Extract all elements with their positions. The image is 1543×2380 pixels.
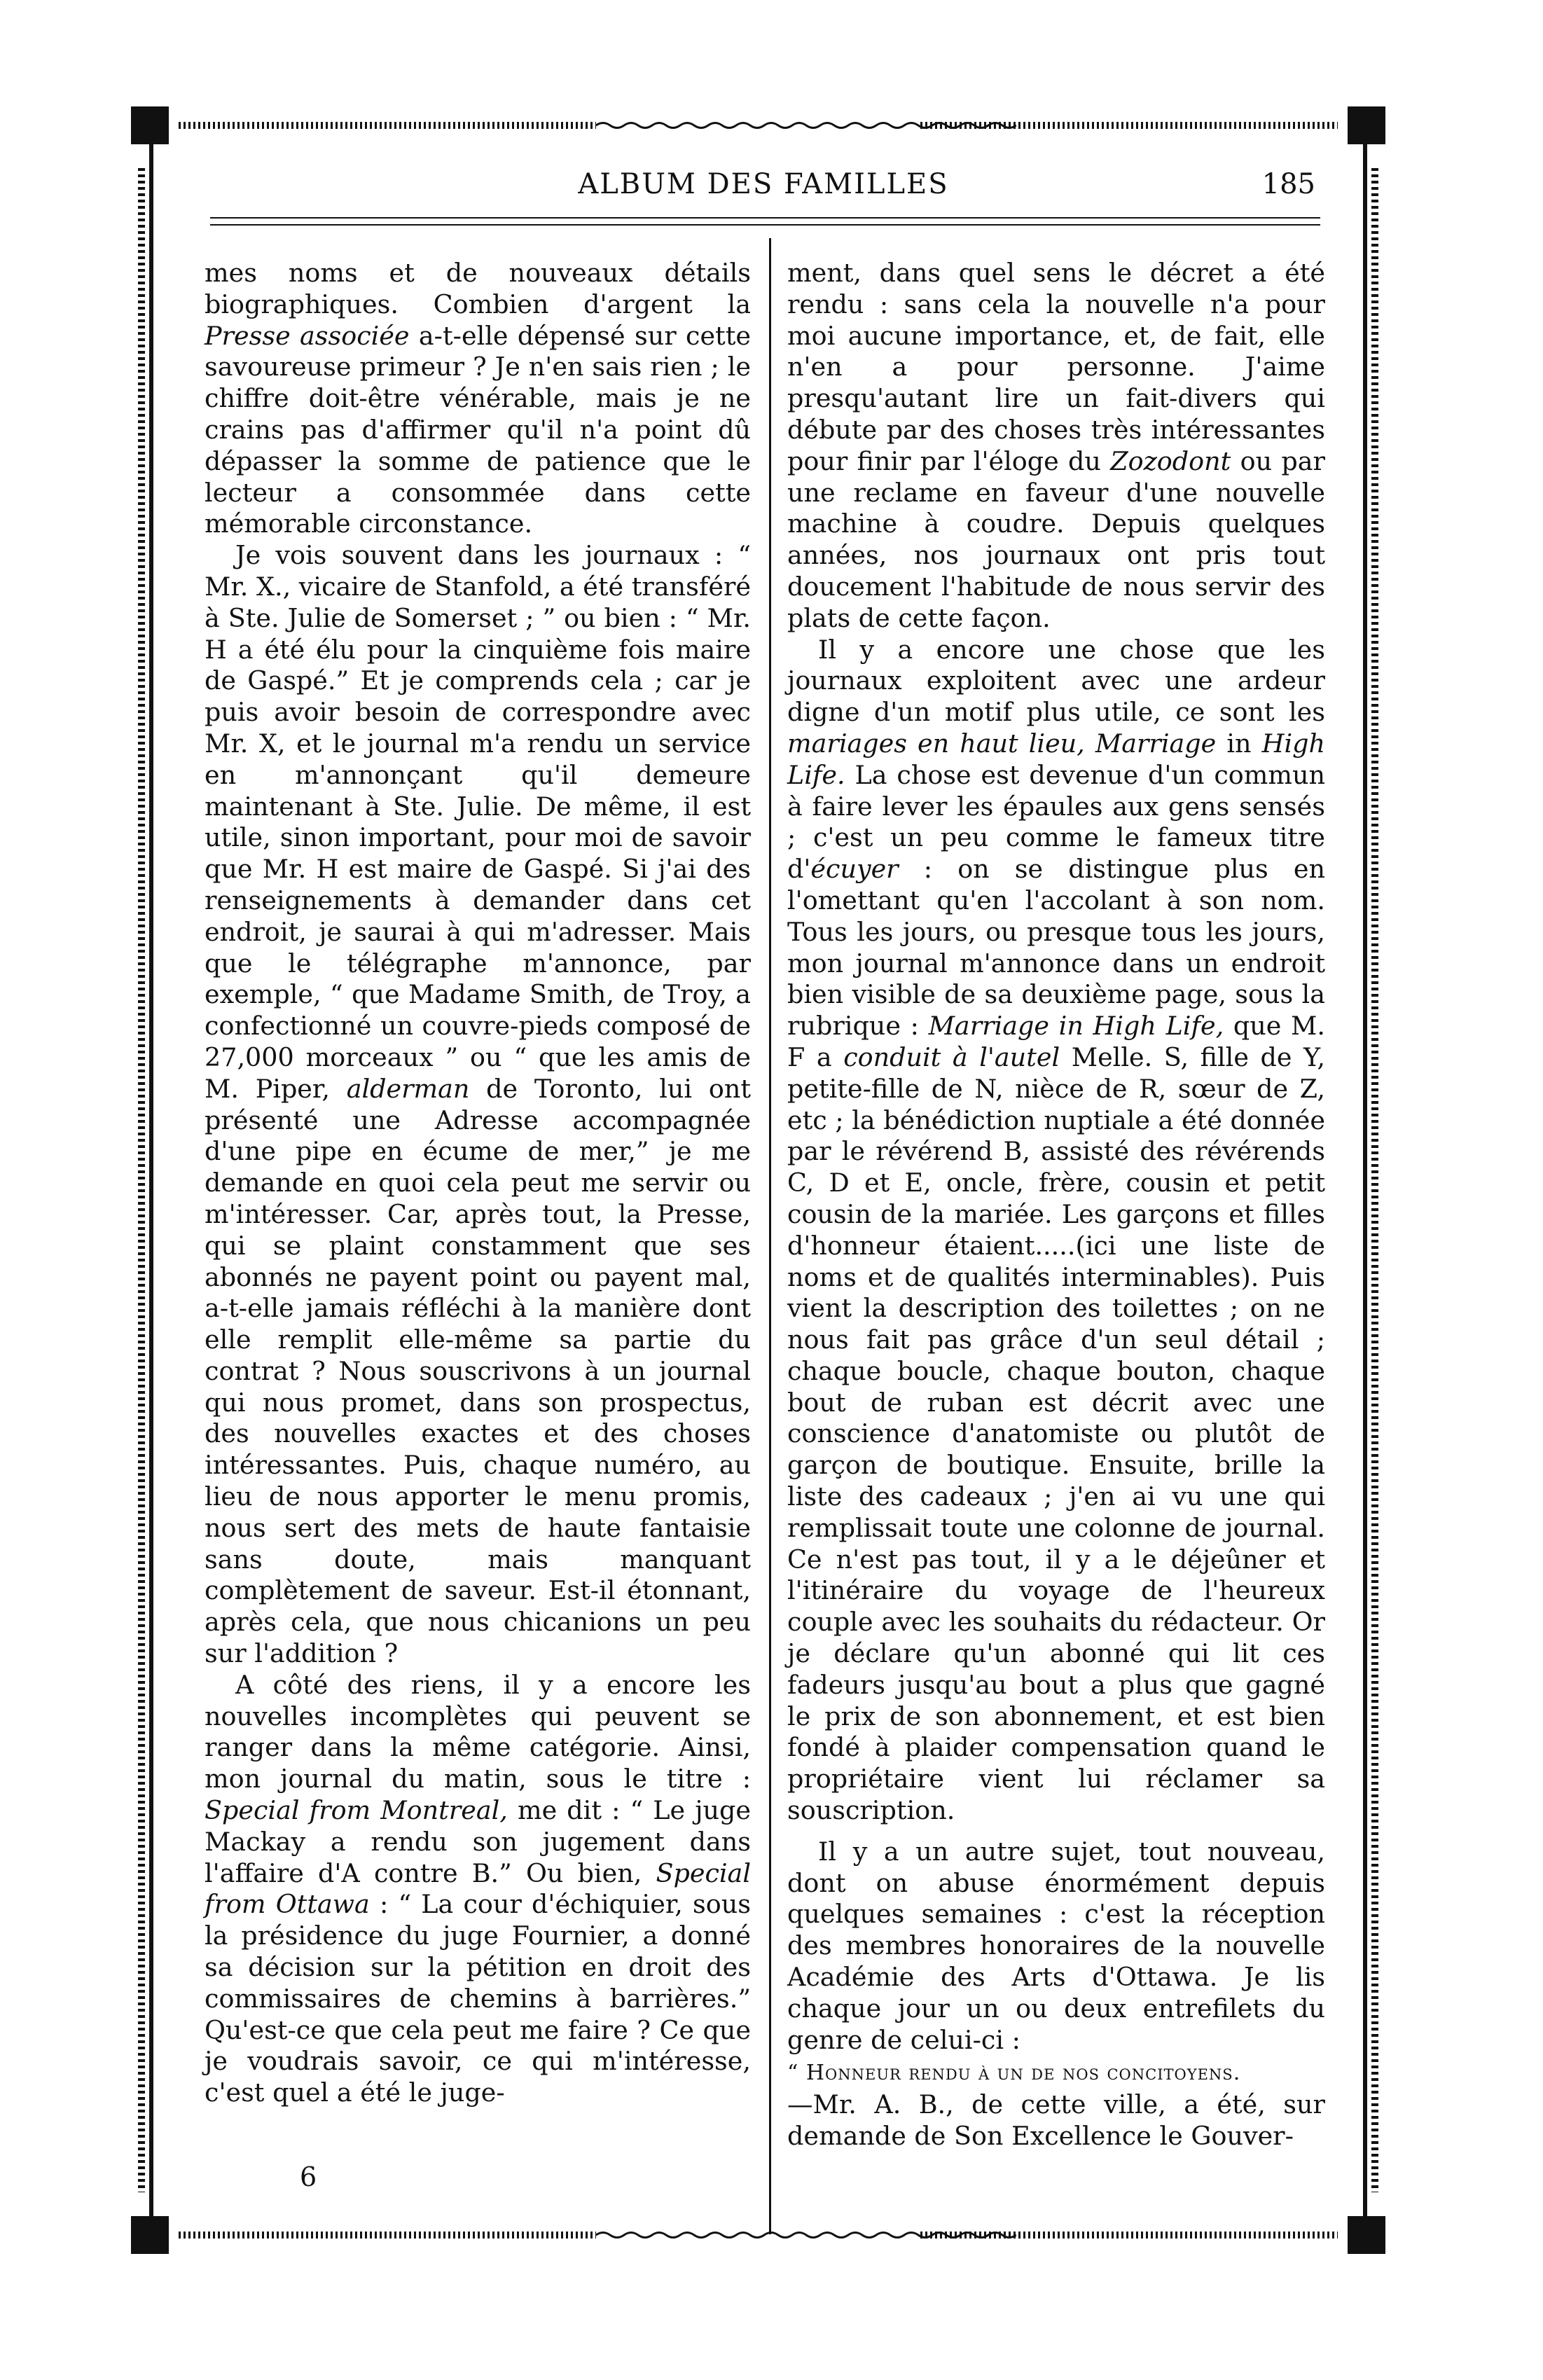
signature-mark: 6 [300, 2161, 317, 2192]
right-column [787, 258, 1325, 2152]
paragraph: ment, dans quel sens le décret a été rendu : sans cela la nouvelle n'a pour moi aucune importance, et, de fait, elle n'en a pour personne. J'aime presqu'autant lire un fait-divers qui débute par des choses très intéressantes pour finir par l'éloge du Zozodont ou par une reclame en faveur d'une nouvelle machine à coudre. Depuis quelques années, nos journaux ont pris tout doucement l'habitude de nous servir des plats de cette façon. [787, 258, 1325, 633]
border-top-rule [179, 120, 1338, 130]
column-divider [769, 238, 771, 2234]
border-right-dots [1371, 168, 1378, 2192]
border-bottom-rule [179, 2230, 1338, 2240]
quoted-heading: “ Honneur rendu à un de nos concitoyens. [787, 2061, 1241, 2086]
corner-ornament-bottom-left [131, 2216, 169, 2254]
paragraph: Il y a encore une chose que les journaux exploitent avec une ardeur digne d'un motif plus utile, ce sont les mariages en haut lieu, Marriage in High Life. La chose est devenue d'un commun à faire lever les épaules aux gens sensés ; c'est un peu comme le fameux titre d'écuyer : on se distingue plus en l'omettant qu'en l'accolant à son nom. Tous les jours, ou presque tous les jours, mon journal m'annonce dans un endroit bien visible de sa deuxième page, sous la rubrique : Marriage in High Life, que M. F a conduit à l'autel Melle. S, fille de Y, petite-fille de N, nièce de R, sœur de Z, etc ; la bénédiction nuptiale a été donnée par le révérend B, assisté des révérends C, D et E, oncle, frère, cousin et petit cousin de la mariée. Les garçons et filles d'honneur étaient.....(ici une liste de noms et de qualités interminables). Puis vient la description des toilettes ; on ne nous fait pas grâce d'un seul détail ; chaque boucle, chaque bouton, chaque bout de ruban est décrit avec une conscience d'anatomiste ou plutôt de garçon de boutique. Ensuite, brille la liste des cadeaux ; j'en ai vu une qui remplissait toute une colonne de journal. Ce n'est pas tout, il y a le déjeûner et l'itinéraire du voyage de l'heureux couple avec les souhaits du rédacteur. Or je déclare qu'un abonné qui lit ces fadeurs jusqu'au bout a plus que gagné le prix de son abonnement, et est bien fondé à plaider compensation quand le propriétaire vient lui réclamer sa souscription. [787, 634, 1325, 1826]
header-double-rule [210, 217, 1320, 226]
running-header [203, 162, 1324, 205]
border-left-rule [149, 133, 153, 2227]
corner-ornament-bottom-right [1348, 2216, 1385, 2254]
corner-ornament-top-right [1348, 106, 1385, 144]
corner-ornament-top-left [131, 106, 169, 144]
running-title: ALBUM DES FAMILLES [578, 168, 949, 200]
paragraph: A côté des riens, il y a encore les nouvelles incomplètes qui peuvent se ranger dans la même catégorie. Ainsi, mon journal du matin, sous le titre : Special from Montreal, me dit : “ Le juge Mackay a rendu son jugement dans l'affaire d'A contre B.” Ou bien, Special from Ottawa : “ La cour d'échiquier, sous la présidence du juge Fournier, a donné sa décision sur la pétition en droit des commissaires de chemins à barrières.” Qu'est-ce que cela peut me faire ? Ce que je voudrais savoir, ce qui m'intéresse, c'est quel a été le juge- [205, 1669, 751, 2108]
paragraph: Il y a un autre sujet, tout nouveau, dont on abuse énormément depuis quelques semaines : c'est la réception des membres honoraires de la nouvelle Académie des Arts d'Ottawa. Je lis chaque jour un ou deux entrefilets du genre de celui-ci : [787, 1836, 1325, 2055]
border-bottom-wave [596, 2230, 1016, 2240]
border-left-dots [138, 168, 145, 2192]
paragraph: mes noms et de nouveaux détails biographiques. Combien d'argent la Presse associée a-t-elle dépensé sur cette savoureuse primeur ? Je n'en sais rien ; le chiffre doit-être vénérable, mais je ne crains pas d'affirmer qu'il n'a point dû dépasser la somme de patience que le lecteur a consommée dans cette mémorable circonstance. [205, 258, 751, 539]
paragraph: —Mr. A. B., de cette ville, a été, sur demande de Son Excellence le Gouver- [787, 2089, 1325, 2152]
border-right-rule [1363, 133, 1367, 2227]
border-top-wave [596, 120, 1016, 130]
page-number: 185 [1261, 168, 1315, 200]
left-column [205, 258, 751, 2109]
paragraph: Je vois souvent dans les journaux : “ Mr. X., vicaire de Stanfold, a été transféré à Ste. Julie de Somerset ; ” ou bien : “ Mr. H a été élu pour la cinquième fois maire de Gaspé.” Et je comprends cela ; car je puis avoir besoin de correspondre avec Mr. X, et le journal m'a rendu un service en m'annonçant qu'il demeure maintenant à Ste. Julie. De même, il est utile, sinon important, pour moi de savoir que Mr. H est maire de Gaspé. Si j'ai des renseignements à demander dans cet endroit, je saurai à qui m'adresser. Mais que le télégraphe m'annonce, par exemple, “ que Madame Smith, de Troy, a confectionné un couvre-pieds composé de 27,000 morceaux ” ou “ que les amis de M. Piper, alderman de Toronto, lui ont présenté une Adresse accompagnée d'une pipe en écume de mer,” je me demande en quoi cela peut me servir ou m'intéresser. Car, après tout, la Presse, qui se plaint constamment que ses abonnés ne payent point ou payent mal, a-t-elle jamais réfléchi à la manière dont elle remplit elle-même sa partie du contrat ? Nous souscrivons à un journal qui nous promet, dans son prospectus, des nouvelles exactes et des choses intéressantes. Puis, chaque numéro, au lieu de nous apporter le menu promis, nous sert des mets de haute fantaisie sans doute, mais manquant complètement de saveur. Est-il étonnant, après cela, que nous chicanions un peu sur l'addition ? [205, 540, 751, 1669]
